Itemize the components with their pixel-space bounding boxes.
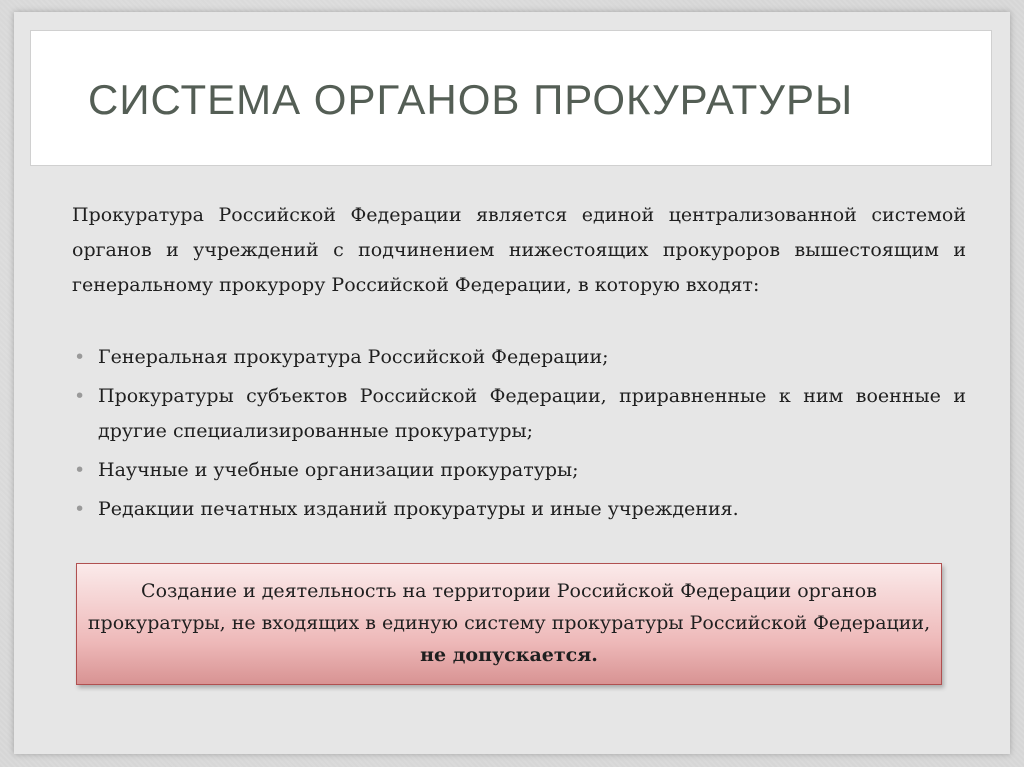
slide-title: СИСТЕМА ОРГАНОВ ПРОКУРАТУРЫ (88, 76, 854, 123)
bullet-icon: • (74, 498, 86, 520)
bullet-icon: • (74, 459, 86, 481)
list-item (72, 492, 966, 527)
bullet-list (72, 340, 966, 531)
list-item-text: Прокуратуры субъектов Российской Федерации, приравненные к ним военные и другие специализированные прокуратуры; (98, 385, 966, 442)
list-item (72, 379, 966, 449)
list-item-text: Генеральная прокуратура Российской Федерации; (98, 346, 609, 368)
callout-emphasis: не допускается. (420, 644, 598, 666)
bullet-icon: • (74, 385, 86, 407)
list-item-text: Редакции печатных изданий прокуратуры и иные учреждения. (98, 498, 739, 520)
list-item (72, 340, 966, 375)
intro-paragraph: Прокуратура Российской Федерации является единой централизованной системой органов и учреждений с подчинением нижестоящих прокуроров вышестоящим и генеральному прокурору Российской Федерации, в которую входят: (72, 204, 966, 296)
bullet-icon: • (74, 346, 86, 368)
list-item-text: Научные и учебные организации прокуратуры; (98, 459, 579, 481)
callout-box (76, 563, 942, 685)
callout-text: Создание и деятельность на территории Российской Федерации органов прокуратуры, не входящих в единую систему прокуратуры Российской Федерации, (87, 580, 931, 634)
list-item (72, 453, 966, 488)
